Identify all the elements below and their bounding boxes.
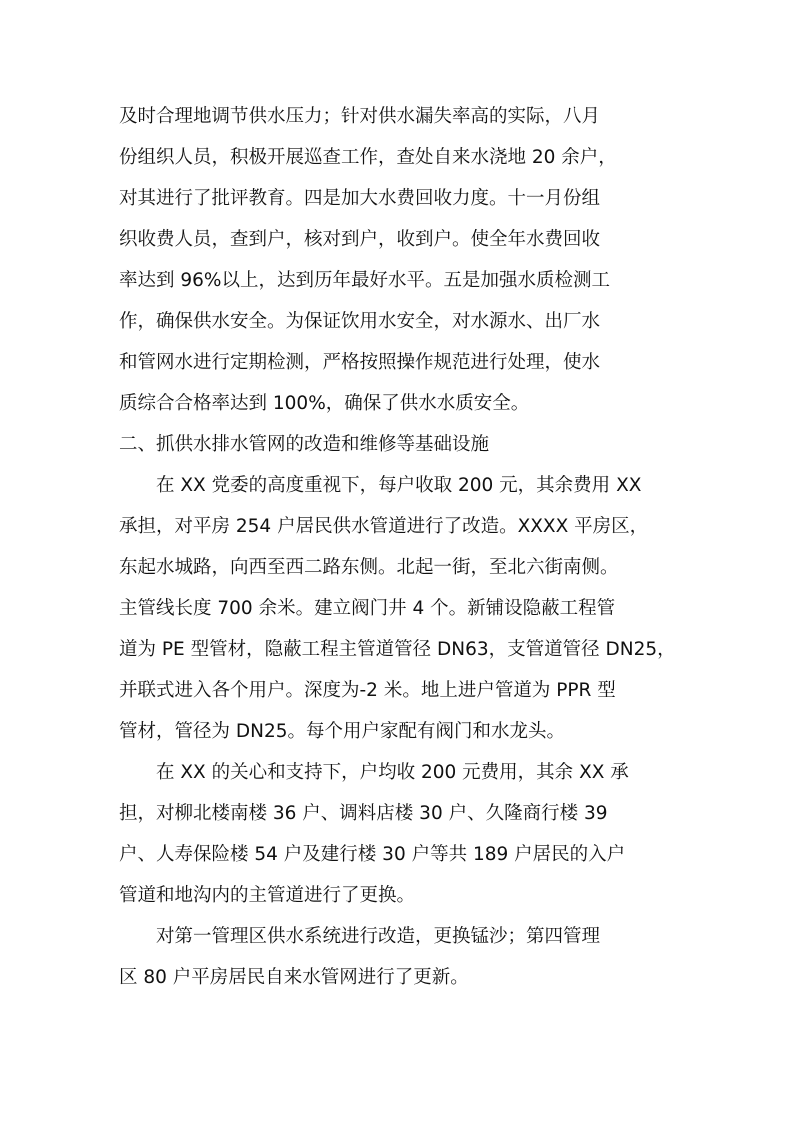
text-line: 管道和地沟内的主管道进行了更换。 bbox=[119, 885, 416, 906]
text-line: 在 XX 党委的高度重视下，每户收取 200 元，其余费用 XX bbox=[156, 475, 642, 496]
text-line: 区 80 户平房居民自来水管网进行了更新。 bbox=[119, 967, 469, 988]
text-line: 道为 PE 型管材，隐蔽工程主管道管径 DN63，支管道管径 DN25， bbox=[119, 639, 676, 660]
paragraph-bungalow-pipe-renovation bbox=[119, 465, 681, 752]
text-line: 对其进行了批评教育。四是加大水费回收力度。十一月份组 bbox=[119, 188, 601, 209]
text-line: 对第一管理区供水系统进行改造，更换锰沙；第四管理 bbox=[156, 926, 601, 947]
paragraph-management-district-upgrade bbox=[119, 916, 681, 998]
text-line: 织收费人员，查到户，核对到户，收到户。使全年水费回收 bbox=[119, 229, 601, 250]
text-line: 及时合理地调节供水压力；针对供水漏失率高的实际，八月 bbox=[119, 106, 601, 127]
paragraph-building-pipe-replacement bbox=[119, 752, 681, 916]
paragraph-water-supply-management bbox=[119, 96, 681, 424]
text-line: 率达到 96%以上，达到历年最好水平。五是加强水质检测工 bbox=[119, 270, 611, 291]
section-heading: 二、抓供水排水管网的改造和维修等基础设施 bbox=[119, 434, 490, 455]
text-line: 户、人寿保险楼 54 户及建行楼 30 户等共 189 户居民的入户 bbox=[119, 844, 626, 865]
text-line: 主管线长度 700 余米。建立阀门井 4 个。新铺设隐蔽工程管 bbox=[119, 598, 616, 619]
text-line: 管材，管径为 DN25。每个用户家配有阀门和水龙头。 bbox=[119, 721, 566, 742]
text-line: 和管网水进行定期检测，严格按照操作规范进行处理，使水 bbox=[119, 352, 601, 373]
text-line: 作，确保供水安全。为保证饮用水安全，对水源水、出厂水 bbox=[119, 311, 601, 332]
text-line: 份组织人员，积极开展巡查工作，查处自来水浇地 20 余户， bbox=[119, 147, 617, 168]
text-line: 在 XX 的关心和支持下，户均收 200 元费用，其余 XX 承 bbox=[156, 762, 629, 783]
text-line: 东起水城路，向西至西二路东侧。北起一街，至北六街南侧。 bbox=[119, 557, 619, 578]
text-line: 并联式进入各个用户。深度为-2 米。地上进户管道为 PPR 型 bbox=[119, 680, 616, 701]
text-line: 承担，对平房 254 户居民供水管道进行了改造。XXXX 平房区， bbox=[119, 516, 649, 537]
text-line: 质综合合格率达到 100%，确保了供水水质安全。 bbox=[119, 393, 530, 414]
document-body bbox=[119, 96, 681, 998]
text-line: 担，对柳北楼南楼 36 户、调料店楼 30 户、久隆商行楼 39 bbox=[119, 803, 608, 824]
